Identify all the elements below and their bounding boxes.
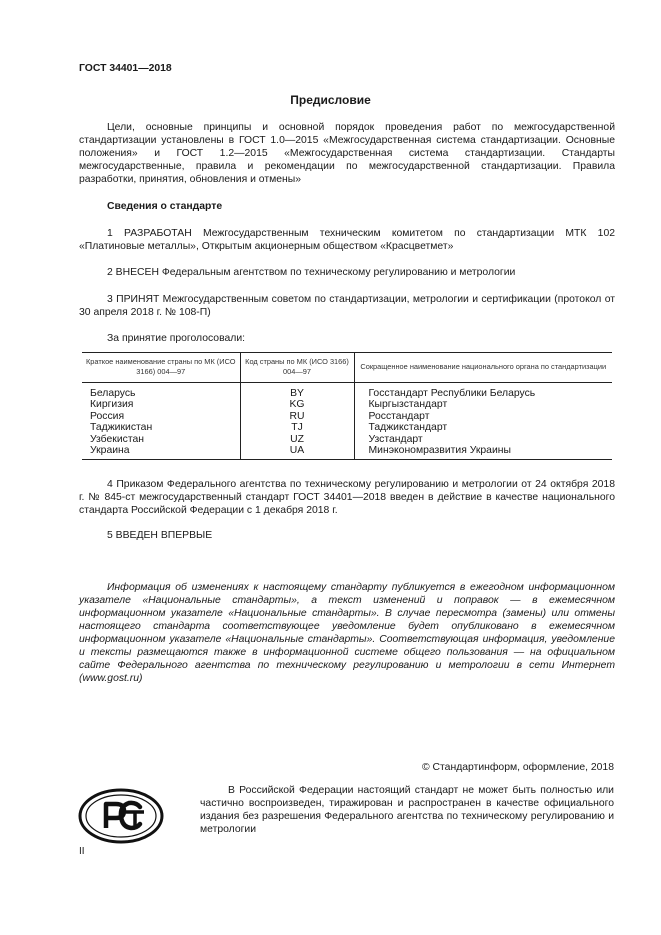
standards-body: Росстандарт bbox=[368, 410, 430, 422]
intro-text: Цели, основные принципы и основной порядок проведения работ по межгосударственной стандартизации установлены в ГОСТ 1.0—2015 «Межгосударственная система стандартизации. Основные положения» и ГОСТ 1.2—2015 «Межгосударственная система стандартизации. Стандарты межгосударственные, правила и рекомендации по межгосударственной стандартизации. Правила разработки, принятия, обновления и отмены» bbox=[79, 122, 615, 185]
item-3 bbox=[79, 293, 615, 319]
rst-logo bbox=[78, 788, 164, 844]
info-note-text: Информация об изменениях к настоящему стандарту публикуется в ежегодном информационном указателе «Национальные стандарты», а текст изменений и поправок — в ежемесячном информационном указателе «Национальные стандарты». В случае пересмотра (замены) или отмены настоящего стандарта соответствующее уведомление будет опубликовано в ежемесячном информационном указателе «Национальные стандарты». Соответствующая информация, уведомление и тексты размещаются также в информационной системе общего пользования — на официальном сайте Федерального агентства по техническому регулированию и метрологии в сети Интернет (www.gost.ru) bbox=[79, 582, 615, 684]
table-row bbox=[82, 445, 612, 460]
table-row bbox=[82, 422, 612, 433]
country-code: KG bbox=[240, 399, 354, 410]
standards-body: Таджикстандарт bbox=[368, 422, 448, 434]
country-name: Украина bbox=[82, 445, 240, 460]
standards-body: Минэкономразвития Украины bbox=[354, 445, 612, 460]
section-heading: Сведения о стандарте bbox=[107, 201, 223, 212]
standards-body: Кыргызстандарт bbox=[368, 399, 448, 411]
rst-logo-icon bbox=[78, 788, 164, 844]
country-code: TJ bbox=[240, 422, 354, 433]
country-code: UA bbox=[240, 445, 354, 460]
country-name: Узбекистан bbox=[90, 433, 144, 445]
intro-paragraph bbox=[79, 121, 615, 186]
country-name: Таджикистан bbox=[90, 422, 153, 434]
country-name: Киргизия bbox=[90, 399, 134, 411]
document-header-id: ГОСТ 34401—2018 bbox=[79, 63, 172, 74]
countries-table bbox=[82, 352, 612, 460]
table-header-row bbox=[82, 353, 612, 383]
item-2-text: 2 ВНЕСЕН Федеральным агентством по техническому регулированию и метрологии bbox=[107, 267, 516, 278]
standards-body: Узстандарт bbox=[368, 433, 423, 445]
reproduction-notice-text: В Российской Федерации настоящий стандарт не может быть полностью или частично воспроизведен, тиражирован и распространен в качестве официального издания без разрешения Федерального агентства по техническому регулированию и метрологии bbox=[200, 785, 614, 835]
page-number: II bbox=[79, 846, 85, 857]
table-header-country: Краткое наименование страны по МК (ИСО 3166) 004—97 bbox=[82, 353, 240, 383]
item-5 bbox=[79, 529, 615, 542]
section-heading-block bbox=[79, 200, 615, 213]
country-code: RU bbox=[240, 411, 354, 422]
country-code: BY bbox=[240, 383, 354, 400]
item-2 bbox=[79, 266, 615, 279]
info-note bbox=[79, 581, 615, 685]
voted-label-block bbox=[79, 332, 615, 345]
country-name: Беларусь bbox=[90, 388, 136, 399]
item-1-text: 1 РАЗРАБОТАН Межгосударственным техническим комитетом по стандартизации МТК 102 «Платиновые металлы», Открытым акционерным обществом «Красцветмет» bbox=[79, 228, 615, 252]
table-row bbox=[82, 399, 612, 410]
country-code: UZ bbox=[240, 434, 354, 445]
table-row bbox=[82, 434, 612, 445]
standards-body: Госстандарт Республики Беларусь bbox=[368, 388, 536, 399]
page-title: Предисловие bbox=[290, 93, 371, 107]
table-header-body: Сокращенное наименование национального органа по стандартизации bbox=[354, 353, 612, 383]
item-3-text: 3 ПРИНЯТ Межгосударственным советом по стандартизации, метрологии и сертификации (протокол от 30 апреля 2018 г. № 108-П) bbox=[79, 294, 615, 318]
item-1 bbox=[79, 227, 615, 253]
item-4-text: 4 Приказом Федерального агентства по техническому регулированию и метрологии от 24 октября 2018 г. № 845-ст межгосударственный стандарт ГОСТ 34401—2018 введен в действие в качестве национального стандарта Российской Федерации с 1 декабря 2018 г. bbox=[79, 479, 615, 516]
reproduction-notice bbox=[200, 784, 614, 836]
table-row bbox=[82, 411, 612, 422]
table-row bbox=[82, 383, 612, 400]
copyright: © Стандартинформ, оформление, 2018 bbox=[421, 762, 614, 773]
item-5-text: 5 ВВЕДЕН ВПЕРВЫЕ bbox=[107, 530, 213, 541]
voted-label: За принятие проголосовали: bbox=[107, 333, 246, 344]
table-header-code: Код страны по МК (ИСО 3166) 004—97 bbox=[240, 353, 354, 383]
country-name: Россия bbox=[90, 410, 125, 422]
item-4 bbox=[79, 478, 615, 517]
